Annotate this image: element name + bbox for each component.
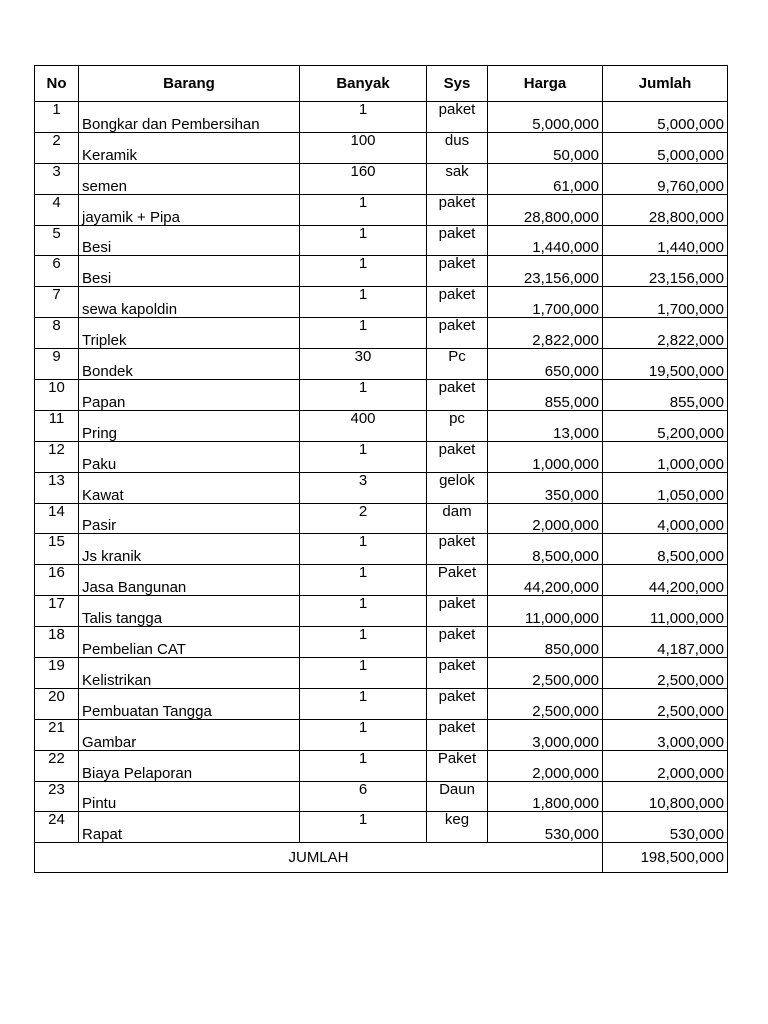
unit: Paket xyxy=(427,565,488,596)
unit: paket xyxy=(427,380,488,411)
unit: Paket xyxy=(427,750,488,781)
table-row xyxy=(35,349,728,380)
table-row xyxy=(35,534,728,565)
unit: paket xyxy=(427,256,488,287)
line-total: 2,500,000 xyxy=(603,688,728,719)
item-name: Pring xyxy=(79,410,300,441)
row-number: 11 xyxy=(35,410,79,441)
line-total: 28,800,000 xyxy=(603,194,728,225)
row-number: 8 xyxy=(35,318,79,349)
line-total: 19,500,000 xyxy=(603,349,728,380)
line-total: 5,000,000 xyxy=(603,132,728,163)
item-name: Biaya Pelaporan xyxy=(79,750,300,781)
quantity: 1 xyxy=(300,194,427,225)
line-total: 23,156,000 xyxy=(603,256,728,287)
line-total: 4,187,000 xyxy=(603,627,728,658)
line-total: 10,800,000 xyxy=(603,781,728,812)
unit: paket xyxy=(427,534,488,565)
row-number: 6 xyxy=(35,256,79,287)
item-name: Kelistrikan xyxy=(79,658,300,689)
unit-price: 61,000 xyxy=(488,163,603,194)
item-name: sewa kapoldin xyxy=(79,287,300,318)
quantity: 1 xyxy=(300,658,427,689)
unit-price: 2,000,000 xyxy=(488,503,603,534)
row-number: 14 xyxy=(35,503,79,534)
unit-price: 50,000 xyxy=(488,132,603,163)
item-name: semen xyxy=(79,163,300,194)
quantity: 100 xyxy=(300,132,427,163)
table-row xyxy=(35,225,728,256)
table-row xyxy=(35,750,728,781)
quantity: 1 xyxy=(300,688,427,719)
table-row xyxy=(35,596,728,627)
unit: paket xyxy=(427,658,488,689)
unit: paket xyxy=(427,596,488,627)
line-total: 8,500,000 xyxy=(603,534,728,565)
table-row xyxy=(35,380,728,411)
unit-price: 1,800,000 xyxy=(488,781,603,812)
unit: paket xyxy=(427,225,488,256)
total-label: JUMLAH xyxy=(35,843,603,873)
item-name: Bongkar dan Pembersihan xyxy=(79,102,300,133)
quantity: 6 xyxy=(300,781,427,812)
row-number: 17 xyxy=(35,596,79,627)
quantity: 400 xyxy=(300,410,427,441)
table-row xyxy=(35,565,728,596)
unit: paket xyxy=(427,441,488,472)
header-amount: Jumlah xyxy=(603,66,728,102)
item-name: Kawat xyxy=(79,472,300,503)
row-number: 15 xyxy=(35,534,79,565)
table-row xyxy=(35,688,728,719)
unit: gelok xyxy=(427,472,488,503)
line-total: 1,440,000 xyxy=(603,225,728,256)
table-row xyxy=(35,441,728,472)
line-total: 4,000,000 xyxy=(603,503,728,534)
row-number: 3 xyxy=(35,163,79,194)
unit: sak xyxy=(427,163,488,194)
unit-price: 5,000,000 xyxy=(488,102,603,133)
total-row xyxy=(35,843,728,873)
quantity: 1 xyxy=(300,225,427,256)
unit: paket xyxy=(427,194,488,225)
table-row xyxy=(35,287,728,318)
item-name: Besi xyxy=(79,225,300,256)
total-value: 198,500,000 xyxy=(603,843,728,873)
item-name: Triplek xyxy=(79,318,300,349)
item-name: Keramik xyxy=(79,132,300,163)
unit: paket xyxy=(427,688,488,719)
table-row xyxy=(35,256,728,287)
line-total: 2,000,000 xyxy=(603,750,728,781)
table-row xyxy=(35,472,728,503)
line-total: 1,700,000 xyxy=(603,287,728,318)
unit: paket xyxy=(427,102,488,133)
row-number: 7 xyxy=(35,287,79,318)
unit-price: 530,000 xyxy=(488,812,603,843)
item-name: Paku xyxy=(79,441,300,472)
item-name: Pintu xyxy=(79,781,300,812)
quantity: 1 xyxy=(300,380,427,411)
row-number: 23 xyxy=(35,781,79,812)
row-number: 10 xyxy=(35,380,79,411)
unit: pc xyxy=(427,410,488,441)
line-total: 9,760,000 xyxy=(603,163,728,194)
line-total: 5,200,000 xyxy=(603,410,728,441)
unit-price: 2,500,000 xyxy=(488,658,603,689)
item-name: Js kranik xyxy=(79,534,300,565)
unit: dus xyxy=(427,132,488,163)
quantity: 3 xyxy=(300,472,427,503)
quantity: 1 xyxy=(300,596,427,627)
header-no: No xyxy=(35,66,79,102)
unit-price: 850,000 xyxy=(488,627,603,658)
row-number: 13 xyxy=(35,472,79,503)
row-number: 21 xyxy=(35,719,79,750)
unit-price: 1,440,000 xyxy=(488,225,603,256)
row-number: 20 xyxy=(35,688,79,719)
unit: keg xyxy=(427,812,488,843)
quantity: 1 xyxy=(300,441,427,472)
quantity: 1 xyxy=(300,534,427,565)
quantity: 30 xyxy=(300,349,427,380)
table-row xyxy=(35,163,728,194)
unit-price: 3,000,000 xyxy=(488,719,603,750)
quantity: 1 xyxy=(300,627,427,658)
row-number: 2 xyxy=(35,132,79,163)
table-row xyxy=(35,318,728,349)
line-total: 2,822,000 xyxy=(603,318,728,349)
row-number: 24 xyxy=(35,812,79,843)
item-name: jayamik + Pipa xyxy=(79,194,300,225)
header-row xyxy=(35,66,728,102)
line-total: 3,000,000 xyxy=(603,719,728,750)
row-number: 12 xyxy=(35,441,79,472)
row-number: 22 xyxy=(35,750,79,781)
unit: paket xyxy=(427,318,488,349)
item-name: Jasa Bangunan xyxy=(79,565,300,596)
header-unit: Sys xyxy=(427,66,488,102)
table-row xyxy=(35,410,728,441)
item-name: Pembuatan Tangga xyxy=(79,688,300,719)
cost-table xyxy=(34,65,728,873)
line-total: 2,500,000 xyxy=(603,658,728,689)
table-row xyxy=(35,503,728,534)
item-name: Pembelian CAT xyxy=(79,627,300,658)
header-price: Harga xyxy=(488,66,603,102)
quantity: 2 xyxy=(300,503,427,534)
unit-price: 2,000,000 xyxy=(488,750,603,781)
unit: Pc xyxy=(427,349,488,380)
item-name: Pasir xyxy=(79,503,300,534)
line-total: 1,000,000 xyxy=(603,441,728,472)
unit: Daun xyxy=(427,781,488,812)
unit-price: 650,000 xyxy=(488,349,603,380)
unit-price: 2,500,000 xyxy=(488,688,603,719)
row-number: 1 xyxy=(35,102,79,133)
row-number: 4 xyxy=(35,194,79,225)
table-row xyxy=(35,658,728,689)
item-name: Bondek xyxy=(79,349,300,380)
line-total: 44,200,000 xyxy=(603,565,728,596)
unit-price: 855,000 xyxy=(488,380,603,411)
table-row xyxy=(35,719,728,750)
line-total: 855,000 xyxy=(603,380,728,411)
unit-price: 13,000 xyxy=(488,410,603,441)
unit-price: 1,000,000 xyxy=(488,441,603,472)
quantity: 1 xyxy=(300,318,427,349)
quantity: 1 xyxy=(300,812,427,843)
row-number: 16 xyxy=(35,565,79,596)
quantity: 1 xyxy=(300,256,427,287)
unit: paket xyxy=(427,287,488,318)
row-number: 19 xyxy=(35,658,79,689)
unit-price: 28,800,000 xyxy=(488,194,603,225)
row-number: 18 xyxy=(35,627,79,658)
item-name: Talis tangga xyxy=(79,596,300,627)
unit-price: 350,000 xyxy=(488,472,603,503)
line-total: 5,000,000 xyxy=(603,102,728,133)
header-quantity: Banyak xyxy=(300,66,427,102)
header-item: Barang xyxy=(79,66,300,102)
unit-price: 23,156,000 xyxy=(488,256,603,287)
quantity: 1 xyxy=(300,287,427,318)
item-name: Rapat xyxy=(79,812,300,843)
unit-price: 8,500,000 xyxy=(488,534,603,565)
item-name: Gambar xyxy=(79,719,300,750)
quantity: 160 xyxy=(300,163,427,194)
unit-price: 44,200,000 xyxy=(488,565,603,596)
table-row xyxy=(35,812,728,843)
unit: paket xyxy=(427,719,488,750)
unit-price: 2,822,000 xyxy=(488,318,603,349)
quantity: 1 xyxy=(300,565,427,596)
item-name: Papan xyxy=(79,380,300,411)
table-row xyxy=(35,627,728,658)
unit: paket xyxy=(427,627,488,658)
line-total: 530,000 xyxy=(603,812,728,843)
line-total: 1,050,000 xyxy=(603,472,728,503)
table-row xyxy=(35,194,728,225)
table-body xyxy=(35,102,728,843)
quantity: 1 xyxy=(300,750,427,781)
row-number: 9 xyxy=(35,349,79,380)
quantity: 1 xyxy=(300,719,427,750)
unit: dam xyxy=(427,503,488,534)
table-row xyxy=(35,102,728,133)
item-name: Besi xyxy=(79,256,300,287)
row-number: 5 xyxy=(35,225,79,256)
table-row xyxy=(35,132,728,163)
quantity: 1 xyxy=(300,102,427,133)
line-total: 11,000,000 xyxy=(603,596,728,627)
unit-price: 1,700,000 xyxy=(488,287,603,318)
table-row xyxy=(35,781,728,812)
unit-price: 11,000,000 xyxy=(488,596,603,627)
